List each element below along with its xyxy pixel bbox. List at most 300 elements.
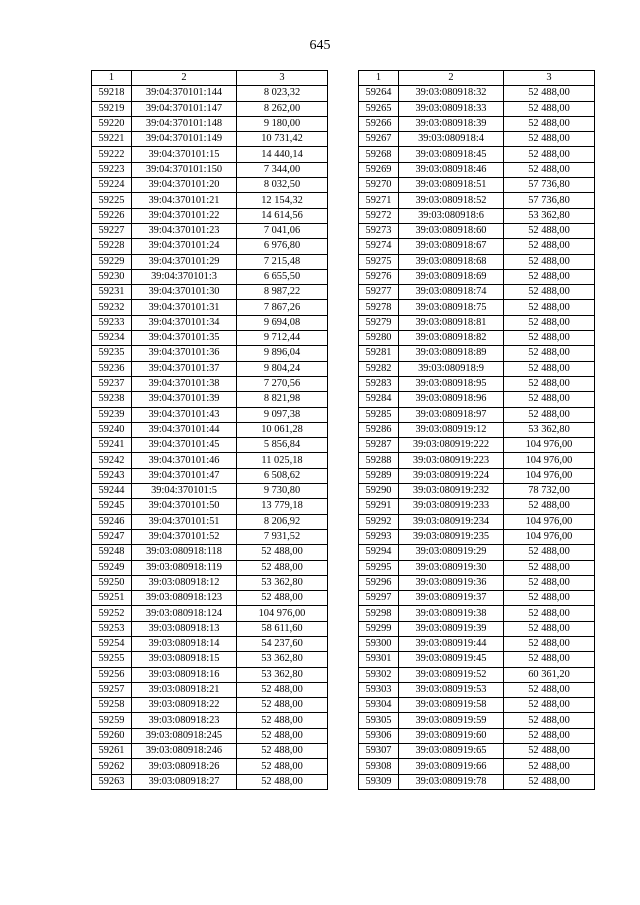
cadastral-number-cell: 39:03:080918:22	[132, 698, 237, 713]
value-cell: 52 488,00	[504, 86, 595, 101]
cadastral-number-cell: 39:03:080918:246	[132, 744, 237, 759]
cadastral-number-cell: 39:03:080918:118	[132, 545, 237, 560]
table-row	[92, 514, 328, 529]
row-number-cell: 59245	[92, 499, 132, 514]
cadastral-number-cell: 39:04:370101:52	[132, 529, 237, 544]
value-cell: 52 488,00	[504, 392, 595, 407]
row-number-cell: 59222	[92, 147, 132, 162]
table-row	[359, 361, 595, 376]
cadastral-number-cell: 39:04:370101:31	[132, 300, 237, 315]
table-row	[359, 116, 595, 131]
cadastral-number-cell: 39:03:080919:37	[399, 591, 504, 606]
table-row	[359, 254, 595, 269]
cadastral-number-cell: 39:03:080919:78	[399, 774, 504, 789]
cadastral-number-cell: 39:04:370101:43	[132, 407, 237, 422]
value-cell: 58 611,60	[237, 621, 328, 636]
table-header-row	[92, 71, 328, 86]
value-cell: 104 976,00	[237, 606, 328, 621]
table-row	[92, 774, 328, 789]
value-cell: 52 488,00	[237, 545, 328, 560]
value-cell: 7 215,48	[237, 254, 328, 269]
value-cell: 7 344,00	[237, 162, 328, 177]
value-cell: 52 488,00	[504, 147, 595, 162]
table-row	[359, 239, 595, 254]
row-number-cell: 59289	[359, 468, 399, 483]
table-row	[92, 346, 328, 361]
table-row	[92, 116, 328, 131]
row-number-cell: 59230	[92, 269, 132, 284]
row-number-cell: 59238	[92, 392, 132, 407]
row-number-cell: 59243	[92, 468, 132, 483]
table-row	[359, 392, 595, 407]
row-number-cell: 59284	[359, 392, 399, 407]
cadastral-number-cell: 39:03:080918:82	[399, 331, 504, 346]
table-row	[92, 744, 328, 759]
cadastral-number-cell: 39:03:080919:53	[399, 682, 504, 697]
cadastral-number-cell: 39:03:080918:33	[399, 101, 504, 116]
table-row	[359, 728, 595, 743]
value-cell: 52 488,00	[504, 223, 595, 238]
cadastral-number-cell: 39:03:080918:124	[132, 606, 237, 621]
row-number-cell: 59240	[92, 422, 132, 437]
value-cell: 52 488,00	[504, 269, 595, 284]
cadastral-number-cell: 39:03:080918:6	[399, 208, 504, 223]
cadastral-number-cell: 39:04:370101:38	[132, 376, 237, 391]
row-number-cell: 59292	[359, 514, 399, 529]
row-number-cell: 59248	[92, 545, 132, 560]
row-number-cell: 59286	[359, 422, 399, 437]
value-cell: 52 488,00	[504, 545, 595, 560]
cadastral-number-cell: 39:04:370101:15	[132, 147, 237, 162]
value-cell: 53 362,80	[237, 575, 328, 590]
row-number-cell: 59229	[92, 254, 132, 269]
row-number-cell: 59261	[92, 744, 132, 759]
value-cell: 52 488,00	[237, 774, 328, 789]
table-row	[359, 606, 595, 621]
table-row	[359, 621, 595, 636]
row-number-cell: 59280	[359, 331, 399, 346]
value-cell: 104 976,00	[504, 529, 595, 544]
row-number-cell: 59307	[359, 744, 399, 759]
table-row	[92, 575, 328, 590]
value-cell: 52 488,00	[504, 759, 595, 774]
table-row	[359, 591, 595, 606]
table-row	[92, 361, 328, 376]
table-row	[359, 744, 595, 759]
row-number-cell: 59264	[359, 86, 399, 101]
cadastral-number-cell: 39:03:080918:68	[399, 254, 504, 269]
value-cell: 8 023,32	[237, 86, 328, 101]
column-header-2: 2	[132, 71, 237, 86]
table-row	[92, 132, 328, 147]
table-row	[92, 468, 328, 483]
row-number-cell: 59295	[359, 560, 399, 575]
table-row	[92, 376, 328, 391]
table-row	[359, 86, 595, 101]
value-cell: 9 180,00	[237, 116, 328, 131]
cadastral-number-cell: 39:03:080918:32	[399, 86, 504, 101]
table-row	[92, 101, 328, 116]
cadastral-number-cell: 39:04:370101:35	[132, 331, 237, 346]
page-number: 645	[309, 38, 331, 53]
table-row	[359, 774, 595, 789]
cadastral-number-cell: 39:03:080918:75	[399, 300, 504, 315]
table-row	[359, 713, 595, 728]
value-cell: 52 488,00	[504, 132, 595, 147]
row-number-cell: 59296	[359, 575, 399, 590]
row-number-cell: 59293	[359, 529, 399, 544]
table-row	[92, 529, 328, 544]
cadastral-number-cell: 39:03:080919:234	[399, 514, 504, 529]
row-number-cell: 59265	[359, 101, 399, 116]
row-number-cell: 59252	[92, 606, 132, 621]
table-row	[359, 698, 595, 713]
value-cell: 52 488,00	[237, 698, 328, 713]
row-number-cell: 59288	[359, 453, 399, 468]
column-header-3: 3	[504, 71, 595, 86]
table-row	[359, 575, 595, 590]
value-cell: 13 779,18	[237, 499, 328, 514]
value-cell: 52 488,00	[504, 499, 595, 514]
table-row	[92, 269, 328, 284]
row-number-cell: 59235	[92, 346, 132, 361]
cadastral-number-cell: 39:03:080919:59	[399, 713, 504, 728]
row-number-cell: 59279	[359, 315, 399, 330]
table-row	[359, 331, 595, 346]
cadastral-number-cell: 39:03:080918:97	[399, 407, 504, 422]
cadastral-number-cell: 39:03:080918:26	[132, 759, 237, 774]
table-row	[92, 162, 328, 177]
row-number-cell: 59251	[92, 591, 132, 606]
cadastral-number-cell: 39:04:370101:21	[132, 193, 237, 208]
row-number-cell: 59268	[359, 147, 399, 162]
column-header-1: 1	[92, 71, 132, 86]
column-header-1: 1	[359, 71, 399, 86]
row-number-cell: 59232	[92, 300, 132, 315]
cadastral-number-cell: 39:04:370101:24	[132, 239, 237, 254]
row-number-cell: 59306	[359, 728, 399, 743]
value-cell: 11 025,18	[237, 453, 328, 468]
row-number-cell: 59276	[359, 269, 399, 284]
table-row	[92, 193, 328, 208]
value-cell: 60 361,20	[504, 667, 595, 682]
row-number-cell: 59224	[92, 178, 132, 193]
cadastral-number-cell: 39:03:080918:51	[399, 178, 504, 193]
row-number-cell: 59256	[92, 667, 132, 682]
cadastral-number-cell: 39:03:080918:39	[399, 116, 504, 131]
cadastral-number-cell: 39:03:080919:224	[399, 468, 504, 483]
cadastral-number-cell: 39:04:370101:46	[132, 453, 237, 468]
cadastral-number-cell: 39:04:370101:3	[132, 269, 237, 284]
row-number-cell: 59236	[92, 361, 132, 376]
value-cell: 52 488,00	[237, 744, 328, 759]
value-cell: 52 488,00	[504, 315, 595, 330]
value-cell: 52 488,00	[237, 728, 328, 743]
cadastral-number-cell: 39:03:080918:123	[132, 591, 237, 606]
row-number-cell: 59219	[92, 101, 132, 116]
row-number-cell: 59242	[92, 453, 132, 468]
value-cell: 52 488,00	[504, 407, 595, 422]
value-cell: 6 508,62	[237, 468, 328, 483]
row-number-cell: 59234	[92, 331, 132, 346]
row-number-cell: 59299	[359, 621, 399, 636]
value-cell: 52 488,00	[237, 591, 328, 606]
table-row	[359, 545, 595, 560]
row-number-cell: 59302	[359, 667, 399, 682]
value-cell: 57 736,80	[504, 178, 595, 193]
row-number-cell: 59218	[92, 86, 132, 101]
table-row	[92, 208, 328, 223]
value-cell: 52 488,00	[504, 575, 595, 590]
cadastral-number-cell: 39:03:080918:52	[399, 193, 504, 208]
cadastral-number-cell: 39:03:080918:4	[399, 132, 504, 147]
cadastral-number-cell: 39:03:080918:15	[132, 652, 237, 667]
value-cell: 52 488,00	[237, 713, 328, 728]
row-number-cell: 59249	[92, 560, 132, 575]
cadastral-number-cell: 39:03:080919:12	[399, 422, 504, 437]
column-header-2: 2	[399, 71, 504, 86]
table-row	[92, 667, 328, 682]
value-cell: 9 730,80	[237, 484, 328, 499]
table-row	[359, 499, 595, 514]
table-row	[92, 407, 328, 422]
row-number-cell: 59260	[92, 728, 132, 743]
value-cell: 78 732,00	[504, 484, 595, 499]
table-row	[92, 484, 328, 499]
table-row	[92, 147, 328, 162]
row-number-cell: 59258	[92, 698, 132, 713]
table-left	[91, 70, 328, 790]
cadastral-number-cell: 39:03:080919:223	[399, 453, 504, 468]
table-row	[359, 147, 595, 162]
value-cell: 7 867,26	[237, 300, 328, 315]
table-row	[92, 331, 328, 346]
cadastral-number-cell: 39:03:080919:60	[399, 728, 504, 743]
cadastral-number-cell: 39:04:370101:37	[132, 361, 237, 376]
value-cell: 104 976,00	[504, 514, 595, 529]
cadastral-number-cell: 39:03:080918:12	[132, 575, 237, 590]
table-row	[92, 545, 328, 560]
table-row	[92, 453, 328, 468]
row-number-cell: 59309	[359, 774, 399, 789]
table-row	[92, 285, 328, 300]
value-cell: 53 362,80	[504, 422, 595, 437]
cadastral-number-cell: 39:03:080918:95	[399, 376, 504, 391]
row-number-cell: 59223	[92, 162, 132, 177]
row-number-cell: 59247	[92, 529, 132, 544]
cadastral-number-cell: 39:03:080918:74	[399, 285, 504, 300]
cadastral-number-cell: 39:03:080918:69	[399, 269, 504, 284]
cadastral-number-cell: 39:03:080918:14	[132, 636, 237, 651]
value-cell: 104 976,00	[504, 438, 595, 453]
value-cell: 7 270,56	[237, 376, 328, 391]
cadastral-number-cell: 39:03:080919:235	[399, 529, 504, 544]
cadastral-number-cell: 39:03:080918:96	[399, 392, 504, 407]
cadastral-number-cell: 39:03:080919:39	[399, 621, 504, 636]
cadastral-number-cell: 39:03:080918:46	[399, 162, 504, 177]
table-row	[92, 300, 328, 315]
cadastral-number-cell: 39:03:080919:66	[399, 759, 504, 774]
row-number-cell: 59275	[359, 254, 399, 269]
table-row	[359, 346, 595, 361]
value-cell: 14 614,56	[237, 208, 328, 223]
row-number-cell: 59272	[359, 208, 399, 223]
row-number-cell: 59285	[359, 407, 399, 422]
value-cell: 52 488,00	[504, 606, 595, 621]
cadastral-number-cell: 39:03:080919:58	[399, 698, 504, 713]
table-row	[92, 621, 328, 636]
cadastral-number-cell: 39:04:370101:34	[132, 315, 237, 330]
row-number-cell: 59221	[92, 132, 132, 147]
cadastral-number-cell: 39:03:080918:245	[132, 728, 237, 743]
value-cell: 54 237,60	[237, 636, 328, 651]
cadastral-number-cell: 39:03:080919:38	[399, 606, 504, 621]
table-row	[92, 254, 328, 269]
value-cell: 52 488,00	[504, 361, 595, 376]
value-cell: 52 488,00	[504, 560, 595, 575]
row-number-cell: 59290	[359, 484, 399, 499]
table-row	[92, 560, 328, 575]
cadastral-number-cell: 39:03:080919:52	[399, 667, 504, 682]
value-cell: 6 976,80	[237, 239, 328, 254]
value-cell: 52 488,00	[504, 636, 595, 651]
value-cell: 52 488,00	[237, 759, 328, 774]
cadastral-number-cell: 39:03:080918:9	[399, 361, 504, 376]
value-cell: 52 488,00	[504, 652, 595, 667]
row-number-cell: 59267	[359, 132, 399, 147]
table-row	[359, 652, 595, 667]
table-row	[92, 499, 328, 514]
value-cell: 12 154,32	[237, 193, 328, 208]
value-cell: 52 488,00	[504, 728, 595, 743]
value-cell: 52 488,00	[504, 116, 595, 131]
value-cell: 9 896,04	[237, 346, 328, 361]
cadastral-number-cell: 39:03:080918:119	[132, 560, 237, 575]
cadastral-number-cell: 39:03:080918:27	[132, 774, 237, 789]
row-number-cell: 59269	[359, 162, 399, 177]
value-cell: 5 856,84	[237, 438, 328, 453]
row-number-cell: 59271	[359, 193, 399, 208]
row-number-cell: 59281	[359, 346, 399, 361]
row-number-cell: 59253	[92, 621, 132, 636]
cadastral-number-cell: 39:04:370101:29	[132, 254, 237, 269]
value-cell: 52 488,00	[504, 591, 595, 606]
table-row	[359, 468, 595, 483]
value-cell: 9 712,44	[237, 331, 328, 346]
cadastral-number-cell: 39:03:080918:13	[132, 621, 237, 636]
cadastral-number-cell: 39:03:080918:23	[132, 713, 237, 728]
value-cell: 52 488,00	[504, 744, 595, 759]
value-cell: 104 976,00	[504, 468, 595, 483]
table-row	[359, 178, 595, 193]
cadastral-number-cell: 39:03:080918:45	[399, 147, 504, 162]
value-cell: 57 736,80	[504, 193, 595, 208]
table-right	[358, 70, 595, 790]
cadastral-number-cell: 39:04:370101:39	[132, 392, 237, 407]
row-number-cell: 59255	[92, 652, 132, 667]
row-number-cell: 59294	[359, 545, 399, 560]
row-number-cell: 59244	[92, 484, 132, 499]
row-number-cell: 59308	[359, 759, 399, 774]
value-cell: 8 987,22	[237, 285, 328, 300]
table-row	[92, 636, 328, 651]
cadastral-number-cell: 39:04:370101:45	[132, 438, 237, 453]
table-row	[359, 682, 595, 697]
value-cell: 52 488,00	[504, 285, 595, 300]
table-row	[359, 438, 595, 453]
value-cell: 52 488,00	[504, 621, 595, 636]
table-row	[92, 178, 328, 193]
cadastral-number-cell: 39:03:080918:21	[132, 682, 237, 697]
table-row	[92, 86, 328, 101]
value-cell: 104 976,00	[504, 453, 595, 468]
cadastral-number-cell: 39:04:370101:44	[132, 422, 237, 437]
value-cell: 52 488,00	[504, 101, 595, 116]
table-row	[359, 514, 595, 529]
table-row	[359, 453, 595, 468]
cadastral-number-cell: 39:03:080918:81	[399, 315, 504, 330]
cadastral-number-cell: 39:04:370101:148	[132, 116, 237, 131]
cadastral-number-cell: 39:04:370101:150	[132, 162, 237, 177]
cadastral-number-cell: 39:03:080919:233	[399, 499, 504, 514]
cadastral-number-cell: 39:04:370101:50	[132, 499, 237, 514]
value-cell: 52 488,00	[504, 682, 595, 697]
cadastral-number-cell: 39:03:080919:222	[399, 438, 504, 453]
cadastral-number-cell: 39:03:080918:16	[132, 667, 237, 682]
row-number-cell: 59274	[359, 239, 399, 254]
table-row	[359, 484, 595, 499]
cadastral-number-cell: 39:04:370101:51	[132, 514, 237, 529]
cadastral-number-cell: 39:03:080919:36	[399, 575, 504, 590]
value-cell: 8 821,98	[237, 392, 328, 407]
row-number-cell: 59278	[359, 300, 399, 315]
value-cell: 52 488,00	[504, 376, 595, 391]
cadastral-number-cell: 39:03:080919:45	[399, 652, 504, 667]
table-row	[359, 193, 595, 208]
cadastral-number-cell: 39:04:370101:47	[132, 468, 237, 483]
value-cell: 8 262,00	[237, 101, 328, 116]
row-number-cell: 59263	[92, 774, 132, 789]
cadastral-number-cell: 39:03:080918:89	[399, 346, 504, 361]
row-number-cell: 59282	[359, 361, 399, 376]
row-number-cell: 59270	[359, 178, 399, 193]
value-cell: 53 362,80	[237, 652, 328, 667]
value-cell: 8 032,50	[237, 178, 328, 193]
value-cell: 7 931,52	[237, 529, 328, 544]
row-number-cell: 59287	[359, 438, 399, 453]
value-cell: 9 694,08	[237, 315, 328, 330]
cadastral-number-cell: 39:04:370101:149	[132, 132, 237, 147]
row-number-cell: 59246	[92, 514, 132, 529]
row-number-cell: 59227	[92, 223, 132, 238]
row-number-cell: 59228	[92, 239, 132, 254]
row-number-cell: 59250	[92, 575, 132, 590]
row-number-cell: 59239	[92, 407, 132, 422]
value-cell: 52 488,00	[504, 698, 595, 713]
row-number-cell: 59226	[92, 208, 132, 223]
cadastral-number-cell: 39:03:080919:232	[399, 484, 504, 499]
row-number-cell: 59241	[92, 438, 132, 453]
value-cell: 8 206,92	[237, 514, 328, 529]
value-cell: 52 488,00	[504, 331, 595, 346]
value-cell: 53 362,80	[237, 667, 328, 682]
row-number-cell: 59237	[92, 376, 132, 391]
row-number-cell: 59297	[359, 591, 399, 606]
row-number-cell: 59304	[359, 698, 399, 713]
row-number-cell: 59291	[359, 499, 399, 514]
cadastral-number-cell: 39:03:080918:67	[399, 239, 504, 254]
table-row	[92, 591, 328, 606]
